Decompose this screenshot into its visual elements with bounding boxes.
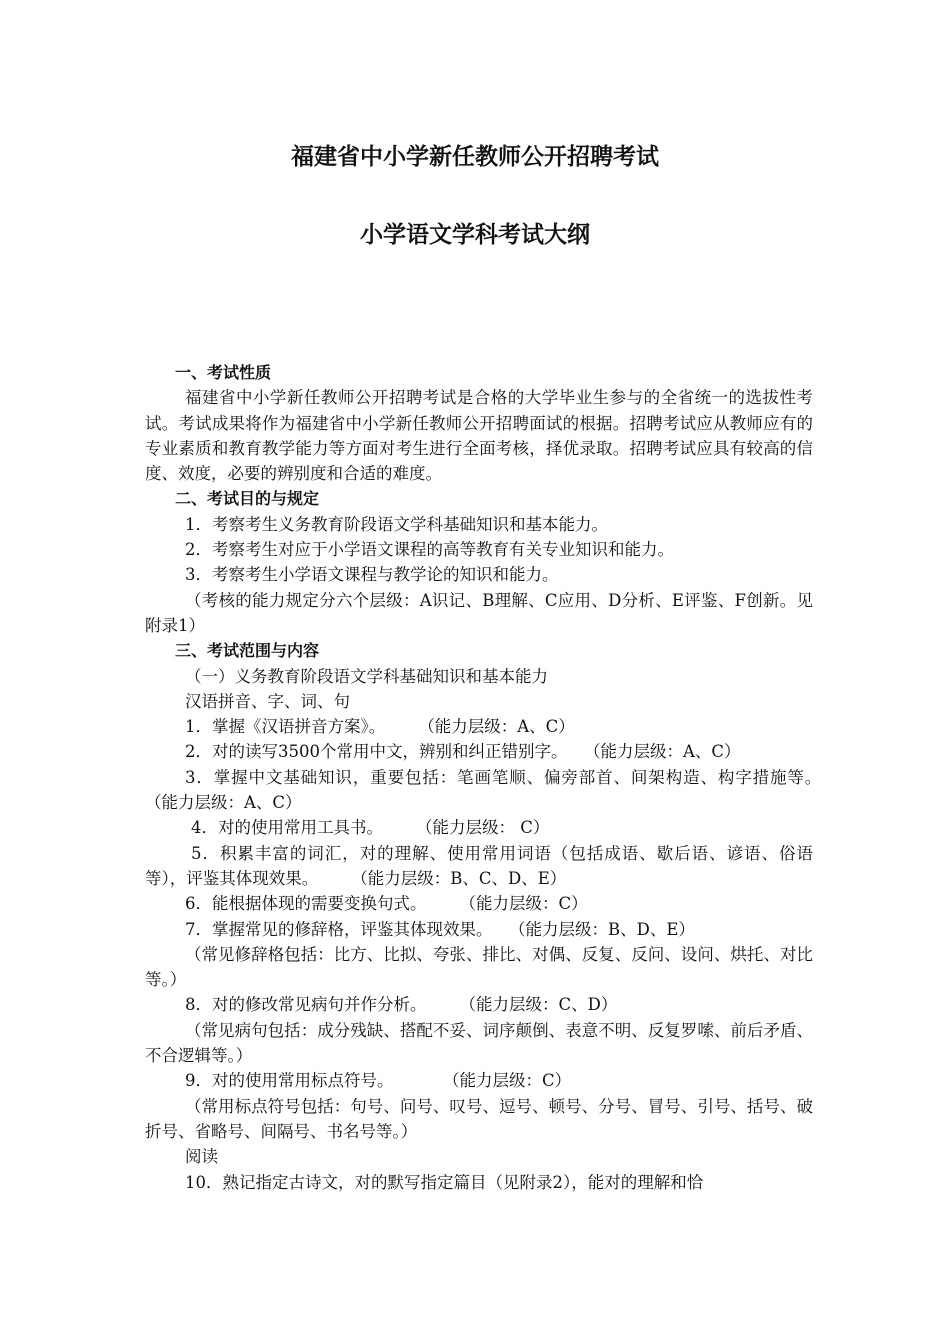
paragraph: 5．积累丰富的词汇，对的理解、使用常用词语（包括成语、歇后语、谚语、俗语等），评鉴其体现效果。 （能力层级：B、C、D、E） xyxy=(145,843,813,888)
paragraph: 6．能根据体现的需要变换句式。 （能力层级：C） xyxy=(185,894,588,914)
paragraph: 福建省中小学新任教师公开招聘考试是合格的大学毕业生参与的全省统一的选拔性考试。考试成果将作为福建省中小学新任教师公开招聘面试的根据。招聘考试应从教师应有的专业素质和教育教学能力等方面对考生进行全面考核，择优录取。招聘考试应具有较高的信度、效度，必要的辨别度和合适的难度。 xyxy=(145,388,813,484)
paragraph: 9．对的使用常用标点符号。 （能力层级：C） xyxy=(185,1071,572,1091)
section-heading: 一、考试性质 xyxy=(175,363,272,382)
paragraph: （一）义务教育阶段语文学科基础知识和基本能力 xyxy=(185,666,548,686)
document-title: 福建省中小学新任教师公开招聘考试 xyxy=(291,144,659,170)
paragraph: 7．掌握常见的修辞格，评鉴其体现效果。 （能力层级：B、D、E） xyxy=(185,919,695,939)
paragraph: 2．对的读写3500个常用中文，辨别和纠正错别字。 （能力层级：A、C） xyxy=(185,742,741,762)
paragraph: 1．考察考生义务教育阶段语文学科基础知识和基本能力。 xyxy=(185,514,608,534)
section-heading: 二、考试目的与规定 xyxy=(175,489,320,509)
paragraph: 10．熟记指定古诗文，对的默写指定篇目（见附录2），能对的理解和恰 xyxy=(185,1172,704,1192)
document-subtitle: 小学语文学科考试大纲 xyxy=(360,222,590,248)
paragraph: （常见病句包括：成分残缺、搭配不妥、词序颠倒、表意不明、反复罗嗦、前后矛盾、不合逻辑等。） xyxy=(145,1020,813,1066)
paragraph: 1．掌握《汉语拼音方案》。 （能力层级：A、C） xyxy=(185,717,575,737)
paragraph: （常见修辞格包括：比方、比拟、夸张、排比、对偶、反复、反问、设问、烘托、对比等。） xyxy=(145,944,813,990)
paragraph: 阅读 xyxy=(185,1147,218,1167)
paragraph: 4．对的使用常用工具书。 （能力层级： C） xyxy=(191,818,550,838)
paragraph: 汉语拼音、字、词、句 xyxy=(185,691,350,711)
section-heading: 三、考试范围与内容 xyxy=(175,641,320,661)
paragraph: （考核的能力规定分六个层级：A识记、B理解、C应用、D分析、E评鉴、F创新。见附录1） xyxy=(145,590,813,635)
paragraph: （常用标点符号包括：句号、问号、叹号、逗号、顿号、分号、冒号、引号、括号、破折号、省略号、间隔号、书名号等。） xyxy=(145,1096,813,1141)
paragraph: 8．对的修改常见病句并作分析。 （能力层级：C、D） xyxy=(185,995,618,1015)
paragraph: 3．掌握中文基础知识，重要包括：笔画笔顺、偏旁部首、间架构造、构字措施等。 （能力层级：A、C） xyxy=(145,767,846,813)
paragraph: 3．考察考生小学语文课程与教学论的知识和能力。 xyxy=(185,565,559,585)
paragraph: 2．考察考生对应于小学语文课程的高等教育有关专业知识和能力。 xyxy=(185,540,674,560)
document-body xyxy=(145,360,846,1195)
